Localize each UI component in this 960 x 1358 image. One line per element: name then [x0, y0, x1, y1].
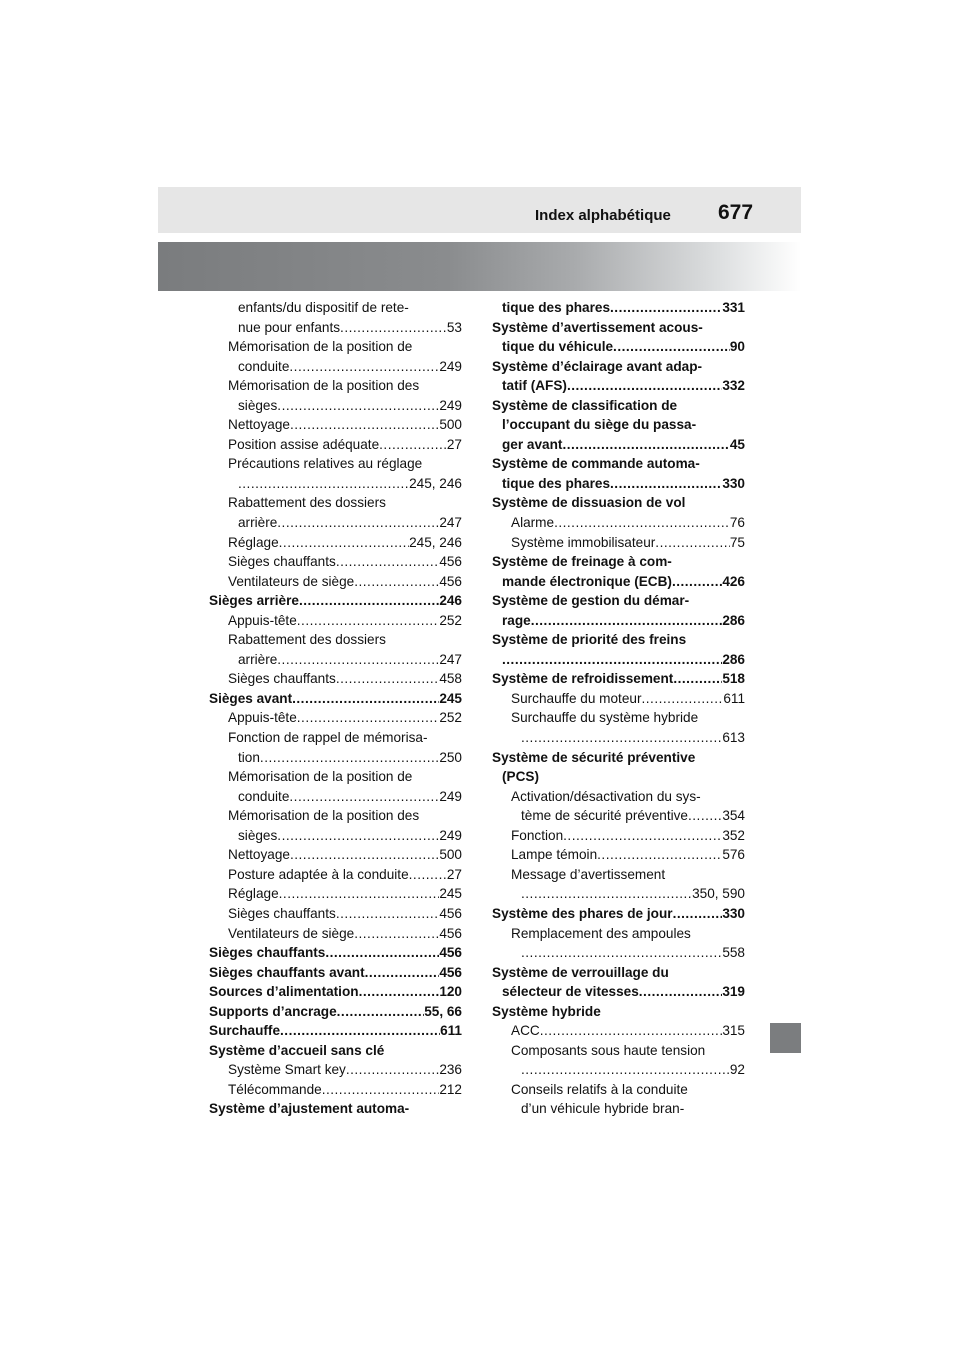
index-entry-sub	[492, 533, 745, 553]
index-page-ref: 53	[446, 319, 462, 335]
index-entry-sub	[209, 474, 462, 494]
index-entry-text: mande électronique (ECB)	[502, 573, 672, 589]
index-entry-text: Système hybride	[492, 1003, 601, 1019]
index-page-ref: 611	[440, 1023, 462, 1039]
index-page-ref: 456	[439, 945, 462, 961]
index-entry-text: Rabattement des dossiers	[228, 632, 386, 648]
index-page-ref: 245, 246	[409, 475, 462, 491]
index-entry-text: Sièges arrière	[209, 593, 299, 609]
index-entry-text: Système Smart key	[228, 1062, 346, 1078]
index-entry-sub	[209, 767, 462, 787]
index-entry-text: Système des phares de jour	[492, 905, 673, 921]
index-entry-text: tion	[238, 749, 260, 765]
index-entry-sub	[209, 904, 462, 924]
dot-leader	[337, 1002, 425, 1022]
index-entry-sub	[209, 748, 462, 768]
index-entry-text: ger avant	[502, 436, 563, 452]
dot-leader	[279, 533, 409, 553]
index-entry-sub	[492, 826, 745, 846]
section-title: Index alphabétique	[535, 207, 671, 224]
index-page-ref: 330	[722, 905, 745, 921]
index-entry-main	[492, 591, 745, 611]
index-entry-sub	[209, 728, 462, 748]
index-entry-text: arrière	[238, 515, 278, 531]
index-page-ref: 350, 590	[692, 886, 745, 902]
index-entry-main	[492, 963, 745, 983]
dot-leader	[597, 845, 722, 865]
index-entry-sub	[492, 1060, 745, 1080]
index-entry-text: Précautions relatives au réglage	[228, 456, 423, 472]
index-entry-text: Sièges avant	[209, 690, 293, 706]
dot-leader	[292, 689, 439, 709]
index-entry-text: (PCS)	[502, 769, 540, 785]
index-entry-text: Système de sécurité préventive	[492, 749, 696, 765]
index-page-ref: 92	[729, 1062, 745, 1078]
index-entry-text: Système de refroidissement	[492, 671, 674, 687]
index-entry-text: Supports d’ancrage	[209, 1003, 337, 1019]
dot-leader	[641, 689, 723, 709]
index-entry-main	[492, 357, 745, 377]
index-entry-sub	[209, 493, 462, 513]
index-entry-text: sélecteur de vitesses	[502, 984, 639, 1000]
index-page-ref: 249	[439, 827, 462, 843]
index-entry-main	[209, 689, 462, 709]
index-entry-sub	[209, 513, 462, 533]
index-entry-text: tique des phares	[502, 300, 611, 315]
dot-leader	[277, 826, 439, 846]
index-entry-text: Lampe témoin	[511, 847, 598, 863]
index-entry-text: tatif (AFS)	[502, 378, 567, 394]
index-page-ref: 456	[439, 554, 462, 570]
dot-leader	[354, 924, 439, 944]
dot-leader	[409, 865, 447, 885]
index-entry-main	[209, 963, 462, 983]
index-entry-text: conduite	[238, 358, 290, 374]
index-page-ref: 212	[439, 1081, 462, 1097]
dot-leader	[655, 533, 730, 553]
index-entry-text: Sièges chauffants avant	[209, 964, 365, 980]
index-entry-sub	[209, 396, 462, 416]
dot-leader	[521, 1060, 730, 1080]
index-entry-text: Système de priorité des freins	[492, 632, 687, 648]
index-entry-text: Système de freinage à com-	[492, 554, 672, 570]
index-column-left	[209, 298, 462, 1119]
index-entry-sub	[492, 924, 745, 944]
dot-leader	[672, 572, 722, 592]
index-entry-text: Sièges chauffants	[228, 671, 336, 687]
index-entry-main	[492, 318, 745, 338]
index-entry-text: Système d’avertissement acous-	[492, 319, 703, 335]
index-page-ref: 246	[439, 593, 462, 609]
index-entry-text: Surchauffe du système hybride	[511, 710, 699, 726]
chapter-tab-marker	[770, 1023, 801, 1053]
index-entry-text: Rabattement des dossiers	[228, 495, 386, 511]
dot-leader	[562, 435, 729, 455]
index-entry-main	[492, 337, 745, 357]
dot-leader	[340, 318, 447, 338]
index-page-ref: 90	[729, 339, 745, 355]
header-gradient-band	[158, 242, 801, 291]
index-entry-text: Système de verrouillage du	[492, 964, 669, 980]
index-entry-sub	[492, 865, 745, 885]
index-page-ref: 236	[439, 1062, 462, 1078]
index-page-ref: 120	[439, 984, 462, 1000]
index-entry-main	[209, 943, 462, 963]
index-entry-text: ACC	[511, 1023, 540, 1039]
dot-leader	[359, 982, 440, 1002]
index-entry-sub	[209, 708, 462, 728]
index-entry-text: Appuis-tête	[228, 612, 297, 628]
index-entry-sub	[209, 1060, 462, 1080]
index-page-ref: 27	[446, 436, 462, 452]
dot-leader	[279, 884, 440, 904]
index-page-ref: 456	[439, 905, 462, 921]
dot-leader	[290, 415, 439, 435]
header-bar	[158, 187, 801, 233]
index-entry-main	[492, 415, 745, 435]
index-page-ref: 250	[439, 749, 462, 765]
index-entry-sub	[209, 865, 462, 885]
index-page-ref: 286	[722, 651, 745, 667]
dot-leader	[610, 298, 722, 318]
index-page-ref: 332	[722, 378, 745, 394]
index-entry-sub	[209, 572, 462, 592]
dot-leader	[238, 474, 409, 494]
index-entry-sub	[209, 357, 462, 377]
index-entry-text: Système d’accueil sans clé	[209, 1042, 385, 1058]
index-entry-text: Sièges chauffants	[228, 554, 336, 570]
dot-leader	[379, 435, 447, 455]
page-number: 677	[718, 201, 754, 224]
index-page-ref: 315	[722, 1023, 745, 1039]
index-entry-text: enfants/du dispositif de rete-	[238, 300, 409, 315]
index-entry-sub	[209, 454, 462, 474]
index-entry-main	[492, 1002, 745, 1022]
dot-leader	[354, 572, 439, 592]
index-entry-main	[209, 1021, 462, 1041]
index-page-ref: 245	[439, 690, 462, 706]
dot-leader	[540, 1021, 723, 1041]
index-entry-text: Mémorisation de la position des	[228, 378, 420, 394]
dot-leader	[554, 513, 730, 533]
dot-leader	[280, 1021, 440, 1041]
index-entry-text: Ventilateurs de siège	[228, 573, 355, 589]
index-entry-sub	[209, 337, 462, 357]
index-entry-sub	[209, 415, 462, 435]
index-entry-sub	[492, 806, 745, 826]
index-entry-text: Appuis-tête	[228, 710, 297, 726]
index-entry-main	[492, 611, 745, 631]
index-entry-text: Système d’éclairage avant adap-	[492, 358, 703, 374]
index-entry-main	[492, 748, 745, 768]
index-page-ref: 45	[729, 436, 745, 452]
index-entry-text: sièges	[238, 397, 278, 413]
index-page-ref: 245, 246	[409, 534, 462, 550]
dot-leader	[336, 904, 439, 924]
index-entry-text: conduite	[238, 788, 290, 804]
index-entry-text: Réglage	[228, 886, 279, 902]
index-entry-sub	[209, 845, 462, 865]
index-entry-main	[492, 435, 745, 455]
index-entry-text: arrière	[238, 651, 278, 667]
index-entry-text: Système de dissuasion de vol	[492, 495, 686, 511]
index-entry-sub	[209, 298, 462, 318]
index-entry-sub	[209, 552, 462, 572]
index-entry-text: Surchauffe	[209, 1023, 281, 1039]
index-entry-text: Surchauffe du moteur	[511, 690, 642, 706]
index-page-ref: 611	[723, 690, 745, 706]
index-entry-text: Mémorisation de la position de	[228, 769, 413, 785]
index-entry-text: Conseils relatifs à la conduite	[511, 1081, 688, 1097]
index-page-ref: 456	[439, 964, 462, 980]
index-entry-text: Système de commande automa-	[492, 456, 700, 472]
index-page-ref: 249	[439, 358, 462, 374]
index-entry-sub	[492, 943, 745, 963]
index-page-ref: 249	[439, 788, 462, 804]
index-entry-sub	[209, 630, 462, 650]
dot-leader	[277, 513, 439, 533]
index-entry-text: rage	[502, 612, 531, 628]
index-entry-main	[492, 298, 745, 318]
index-page-ref: 456	[439, 925, 462, 941]
index-entry-text: Réglage	[228, 534, 279, 550]
index-page-ref: 319	[722, 984, 745, 1000]
index-entry-main	[209, 982, 462, 1002]
index-entry-text: Activation/désactivation du sys-	[511, 788, 701, 804]
dot-leader	[563, 826, 722, 846]
index-entry-sub	[209, 787, 462, 807]
index-entry-text: Système d’ajustement automa-	[209, 1101, 410, 1117]
dot-leader	[531, 611, 723, 631]
index-entry-text: Sièges chauffants	[228, 905, 336, 921]
index-entry-text: tème de sécurité préventive	[521, 808, 688, 824]
index-page-ref: 500	[439, 847, 462, 863]
index-entry-sub	[492, 708, 745, 728]
index-entry-sub	[209, 611, 462, 631]
index-entry-text: d’un véhicule hybride bran-	[521, 1101, 685, 1117]
index-entry-main	[492, 376, 745, 396]
index-entry-text: Mémorisation de la position de	[228, 339, 413, 355]
index-entry-text: Composants sous haute tension	[511, 1042, 706, 1058]
dot-leader	[299, 591, 439, 611]
dot-leader	[521, 943, 722, 963]
index-entry-text: tique du véhicule	[502, 339, 614, 355]
index-entry-sub	[492, 1080, 745, 1100]
index-page-ref: 500	[439, 417, 462, 433]
index-page-ref: 352	[722, 827, 745, 843]
index-entry-main	[209, 1002, 462, 1022]
index-entry-text: Fonction de rappel de mémorisa-	[228, 730, 428, 746]
index-page-ref: 247	[439, 651, 462, 667]
index-entry-main	[492, 630, 745, 650]
index-entry-text: Nettoyage	[228, 847, 290, 863]
dot-leader	[297, 708, 440, 728]
dot-leader	[336, 552, 439, 572]
dot-leader	[521, 728, 722, 748]
index-entry-sub	[209, 669, 462, 689]
index-entry-sub	[209, 924, 462, 944]
index-page-ref: 76	[729, 515, 745, 531]
index-page-ref: 354	[722, 808, 745, 824]
dot-leader	[297, 611, 440, 631]
index-entry-sub	[209, 533, 462, 553]
index-entry-main	[492, 982, 745, 1002]
dot-leader	[502, 650, 722, 670]
index-entry-sub	[492, 513, 745, 533]
dot-leader	[289, 357, 439, 377]
index-page-ref: 286	[722, 612, 745, 628]
dot-leader	[322, 1080, 440, 1100]
index-entry-text: Nettoyage	[228, 417, 290, 433]
dot-leader	[365, 963, 440, 983]
index-entry-sub	[209, 376, 462, 396]
index-entry-text: Sièges chauffants	[209, 945, 326, 961]
index-entry-sub	[492, 884, 745, 904]
index-entry-sub	[209, 318, 462, 338]
index-page-ref: 249	[439, 397, 462, 413]
index-entry-text: Position assise adéquate	[228, 436, 380, 452]
dot-leader	[277, 396, 439, 416]
index-entry-text: Fonction	[511, 827, 564, 843]
index-page-ref: 55, 66	[424, 1003, 462, 1019]
index-entry-sub	[209, 806, 462, 826]
dot-leader	[336, 669, 439, 689]
index-entry-main	[492, 904, 745, 924]
index-entry-main	[209, 1041, 462, 1061]
index-page-ref: 456	[439, 573, 462, 589]
dot-leader	[639, 982, 723, 1002]
index-page-ref: 75	[729, 534, 745, 550]
index-page-ref: 330	[722, 475, 745, 491]
index-entry-text: nue pour enfants	[238, 319, 341, 335]
index-entry-sub	[492, 1021, 745, 1041]
index-page-ref: 613	[722, 730, 745, 746]
index-entry-sub	[492, 689, 745, 709]
index-entry-text: Télécommande	[228, 1081, 322, 1097]
dot-leader	[521, 884, 692, 904]
dot-leader	[613, 337, 730, 357]
index-page-ref: 27	[446, 866, 462, 882]
index-entry-sub	[209, 884, 462, 904]
index-entry-text: Remplacement des ampoules	[511, 925, 691, 941]
index-entry-main	[492, 493, 745, 513]
index-entry-sub	[492, 728, 745, 748]
dot-leader	[277, 650, 439, 670]
index-entry-sub	[209, 435, 462, 455]
index-entry-sub	[492, 1041, 745, 1061]
index-page-ref: 252	[439, 612, 462, 628]
index-entry-text: sièges	[238, 827, 278, 843]
index-entry-text: Sources d’alimentation	[209, 984, 359, 1000]
index-entry-text: Posture adaptée à la conduite	[228, 866, 409, 882]
index-entry-sub	[492, 845, 745, 865]
dot-leader	[567, 376, 722, 396]
index-page-ref: 247	[439, 515, 462, 531]
index-page-ref: 518	[722, 671, 745, 687]
dot-leader	[289, 787, 439, 807]
index-entry-text: l’occupant du siège du passa-	[502, 417, 697, 433]
index-entry-main	[492, 669, 745, 689]
index-entry-main	[492, 396, 745, 416]
index-entry-text: Message d’avertissement	[511, 866, 666, 882]
index-page-ref: 245	[439, 886, 462, 902]
dot-leader	[260, 748, 439, 768]
dot-leader	[325, 943, 439, 963]
dot-leader	[673, 669, 722, 689]
index-entry-main	[492, 572, 745, 592]
dot-leader	[346, 1060, 439, 1080]
index-entry-text: Système de classification de	[492, 397, 678, 413]
index-page-ref: 458	[439, 671, 462, 687]
index-entry-main	[209, 1099, 462, 1119]
dot-leader	[290, 845, 439, 865]
index-page-ref: 426	[722, 573, 745, 589]
dot-leader	[688, 806, 722, 826]
index-entry-main	[492, 767, 745, 787]
index-entry-main	[492, 650, 745, 670]
index-entry-sub	[209, 1080, 462, 1100]
index-entry-text: Alarme	[511, 515, 555, 531]
index-entry-text: Mémorisation de la position des	[228, 808, 420, 824]
dot-leader	[610, 474, 722, 494]
index-page-ref: 558	[722, 945, 745, 961]
dot-leader	[673, 904, 723, 924]
index-entry-sub	[492, 787, 745, 807]
index-entry-main	[492, 552, 745, 572]
index-entry-text: tique des phares	[502, 475, 611, 491]
index-entry-text: Ventilateurs de siège	[228, 925, 355, 941]
index-entry-text: Système immobilisateur	[511, 534, 656, 550]
index-entry-main	[492, 474, 745, 494]
index-entry-main	[492, 454, 745, 474]
index-column-right	[492, 298, 745, 1119]
index-page-ref: 252	[439, 710, 462, 726]
index-page-ref: 576	[722, 847, 745, 863]
index-entry-sub	[209, 650, 462, 670]
index-entry-text: Système de gestion du démar-	[492, 593, 690, 609]
index-page-ref: 331	[722, 300, 745, 315]
index-entry-sub	[492, 1099, 745, 1119]
index-entry-main	[209, 591, 462, 611]
index-entry-sub	[209, 826, 462, 846]
